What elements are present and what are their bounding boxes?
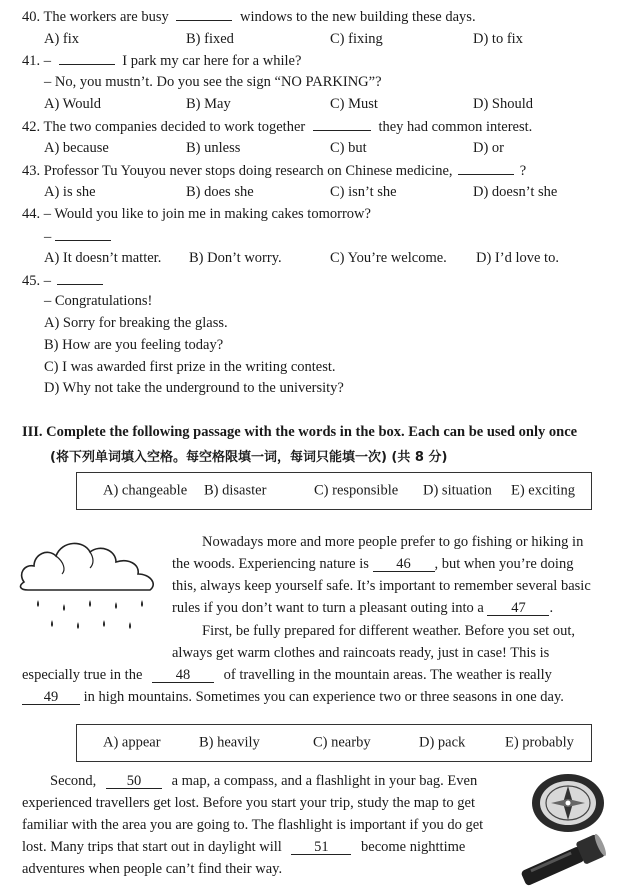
section-title: III. Complete the following passage with the words in the box. Each can be used only once xyxy=(22,424,578,440)
passage-line: especially true in the 48 of travelling in the mountain areas. The weather is really xyxy=(22,667,552,683)
option-b[interactable]: B) unless xyxy=(186,140,241,156)
options-41 xyxy=(44,96,624,114)
option-b[interactable]: B) Don’t worry. xyxy=(189,250,282,266)
question-stem: 40. The workers are busy xyxy=(22,9,169,25)
word-box-1 xyxy=(76,472,592,510)
word-option-c: C) responsible xyxy=(314,482,399,499)
word-option-b: B) disaster xyxy=(204,482,267,499)
dialogue-reply: – No, you mustn’t. Do you see the sign “NO PARKING”? xyxy=(44,74,382,90)
reply-dash: – xyxy=(44,229,52,245)
question-42 xyxy=(22,118,532,136)
option-d[interactable]: D) to fix xyxy=(473,31,523,47)
question-stem-end: I park my car here for a while? xyxy=(122,53,302,69)
question-stem-end: they had common interest. xyxy=(378,119,533,135)
option-c[interactable]: C) You’re welcome. xyxy=(330,250,447,266)
options-44 xyxy=(44,250,624,268)
question-40 xyxy=(22,8,476,26)
dialogue-reply-blank xyxy=(44,228,111,246)
blank-51[interactable]: 51 xyxy=(291,840,351,855)
question-stem: 42. The two companies decided to work together xyxy=(22,119,306,135)
question-43 xyxy=(22,162,526,180)
flashlight-icon xyxy=(510,832,614,890)
word-option-b: B) heavily xyxy=(199,734,260,751)
answer-blank[interactable] xyxy=(55,228,111,241)
passage-line: familiar with the area you are going to. The flashlight is important if you do get xyxy=(22,817,484,833)
passage-line: this, always keep yourself safe. It’s important to remember several basic xyxy=(172,578,591,594)
option-c[interactable]: C) Must xyxy=(330,96,378,112)
question-stem-end: ? xyxy=(519,163,527,179)
blank-50[interactable]: 50 xyxy=(106,774,162,789)
option-a[interactable]: A) Sorry for breaking the glass. xyxy=(44,315,228,331)
option-d[interactable]: D) doesn’t she xyxy=(473,184,558,200)
options-40 xyxy=(44,31,624,49)
option-b[interactable]: B) May xyxy=(186,96,231,112)
passage-line: rules if you don’t want to turn a pleasant outing into a 47 . xyxy=(172,600,554,616)
passage-line: First, be fully prepared for different weather. Before you set out, xyxy=(202,623,575,639)
option-a[interactable]: A) because xyxy=(44,140,109,156)
answer-blank[interactable] xyxy=(313,118,371,131)
dialogue-reply: – Congratulations! xyxy=(44,293,153,309)
compass-icon xyxy=(530,772,606,834)
answer-blank[interactable] xyxy=(176,8,232,21)
option-b[interactable]: B) does she xyxy=(186,184,254,200)
word-option-a: A) appear xyxy=(103,734,161,751)
rain-cloud-icon xyxy=(16,534,162,638)
word-option-c: C) nearby xyxy=(313,734,371,751)
option-d[interactable]: D) I’d love to. xyxy=(476,250,559,266)
word-option-d: D) pack xyxy=(419,734,466,751)
passage-line: Nowadays more and more people prefer to go fishing or hiking in xyxy=(202,534,584,550)
option-c[interactable]: C) I was awarded first prize in the writing contest. xyxy=(44,359,336,375)
question-stem: 43. Professor Tu Youyou never stops doing research on Chinese medicine, xyxy=(22,163,453,179)
option-a[interactable]: A) is she xyxy=(44,184,96,200)
answer-blank[interactable] xyxy=(57,272,103,285)
option-b[interactable]: B) fixed xyxy=(186,31,234,47)
option-d[interactable]: D) Should xyxy=(473,96,534,112)
option-a[interactable]: A) fix xyxy=(44,31,80,47)
passage-line: adventures when people can’t find their way. xyxy=(22,861,283,877)
blank-46[interactable]: 46 xyxy=(373,557,435,572)
question-41 xyxy=(22,52,301,70)
options-43 xyxy=(44,184,624,202)
passage-line: the woods. Experiencing nature is 46 , but when you’re doing xyxy=(172,556,574,572)
question-stem-end: windows to the new building these days. xyxy=(239,9,476,25)
option-d[interactable]: D) Why not take the underground to the university? xyxy=(44,380,344,396)
passage-line: always get warm clothes and raincoats ready, just in case! This is xyxy=(172,645,550,661)
passage-line: lost. Many trips that start out in daylight will 51 become nighttime xyxy=(22,839,466,855)
question-stem: 44. – Would you like to join me in making cakes tomorrow? xyxy=(22,206,371,222)
option-d[interactable]: D) or xyxy=(473,140,505,156)
word-box-2 xyxy=(76,724,592,762)
word-option-a: A) changeable xyxy=(103,482,188,499)
option-c[interactable]: C) isn’t she xyxy=(330,184,397,200)
answer-blank[interactable] xyxy=(59,52,115,65)
word-option-e: E) exciting xyxy=(511,482,576,499)
passage-line: Second, 50 a map, a compass, and a flashlight in your bag. Even xyxy=(50,773,478,789)
option-c[interactable]: C) fixing xyxy=(330,31,383,47)
section-subtitle: (将下列单词填入空格。每空格限填一词，每词只能填一次) (共 8 分) xyxy=(50,450,448,465)
answer-blank[interactable] xyxy=(458,162,514,175)
blank-49[interactable]: 49 xyxy=(22,690,80,705)
passage-line: 49 in high mountains. Sometimes you can experience two or three seasons in one day. xyxy=(22,689,564,706)
question-stem: 41. – xyxy=(22,53,51,69)
question-45 xyxy=(22,272,103,290)
option-b[interactable]: B) How are you feeling today? xyxy=(44,337,224,353)
question-44 xyxy=(22,206,371,223)
option-a[interactable]: A) Would xyxy=(44,96,101,112)
option-c[interactable]: C) but xyxy=(330,140,367,156)
option-a[interactable]: A) It doesn’t matter. xyxy=(44,250,162,266)
options-42 xyxy=(44,140,624,158)
blank-48[interactable]: 48 xyxy=(152,668,214,683)
word-option-e: E) probably xyxy=(505,734,574,751)
passage-line: experienced travellers get lost. Before you start your trip, study the map to get xyxy=(22,795,475,811)
question-stem: 45. – xyxy=(22,273,51,289)
blank-47[interactable]: 47 xyxy=(487,601,549,616)
word-option-d: D) situation xyxy=(423,482,492,499)
